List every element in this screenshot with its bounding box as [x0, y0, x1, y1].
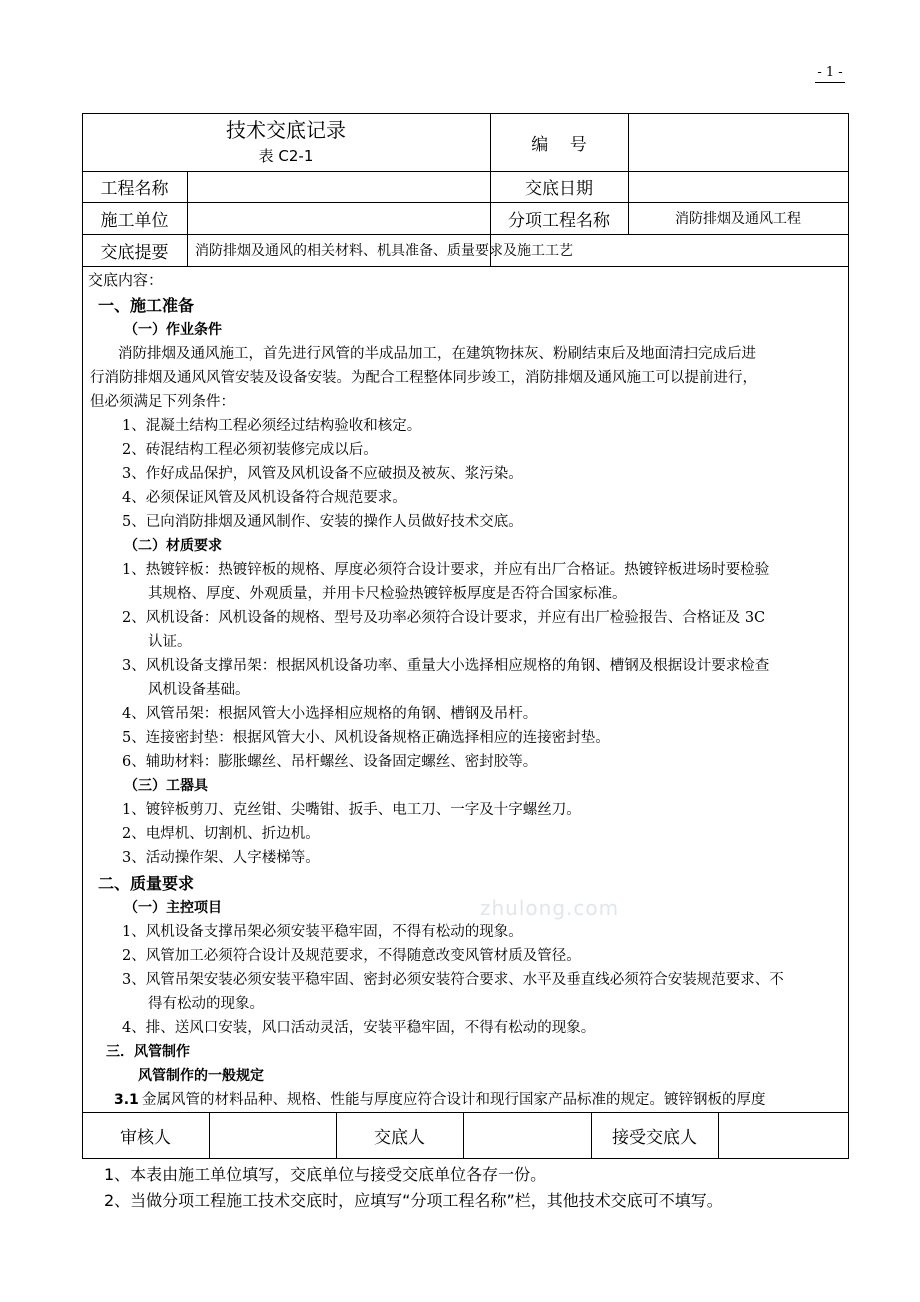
list-item: 4、风管吊架：根据风管大小选择相应规格的角钢、槽钢及吊杆。 — [122, 706, 538, 722]
disclosure-content — [86, 268, 848, 1110]
list-item: 3、风机设备支撑吊架：根据风机设备功率、重量大小选择相应规格的角钢、槽钢及根据设计要求检查 — [122, 658, 770, 674]
subsection-heading: （二）材质要求 — [124, 538, 222, 554]
list-item: 5、已向消防排烟及通风制作、安装的操作人员做好技术交底。 — [122, 514, 523, 530]
clause-number: 3.1 — [114, 1092, 139, 1108]
list-item: 3、风管吊架安装必须安装平稳牢固、密封必须安装符合要求、水平及垂直线必须符合安装规范要求、不 — [122, 972, 784, 988]
list-item: 3、活动操作架、人字楼梯等。 — [122, 850, 320, 866]
list-item: 4、必须保证风管及风机设备符合规范要求。 — [122, 490, 407, 506]
list-item: 4、排、送风口安装，风口活动灵活，安装平稳牢固，不得有松动的现象。 — [122, 1020, 596, 1036]
list-item: 1、镀锌板剪刀、克丝钳、尖嘴钳、扳手、电工刀、一字及十字螺丝刀。 — [122, 802, 581, 818]
content-heading: 交底内容： — [88, 271, 164, 289]
number-field[interactable] — [628, 113, 848, 171]
project-name-label: 工程名称 — [100, 179, 169, 199]
list-item: 6、辅助材料：膨胀螺丝、吊杆螺丝、设备固定螺丝、密封胶等。 — [122, 754, 538, 770]
subsection-heading: （一）作业条件 — [124, 322, 222, 338]
unit-label: 施工单位 — [100, 210, 169, 231]
paragraph-line: 消防排烟及通风施工，首先进行风管的半成品加工，在建筑物抹灰、粉刷结束后及地面清扫完成后进 — [118, 346, 756, 362]
sub-project-field[interactable]: 消防排烟及通风工程 — [675, 211, 801, 227]
receiver-field[interactable] — [718, 1112, 848, 1158]
list-item: 1、热镀锌板：热镀锌板的规格、厚度必须符合设计要求，并应有出厂合格证。热镀锌板进场时要检验 — [122, 562, 770, 578]
date-field[interactable] — [628, 171, 848, 202]
list-item: 1、混凝土结构工程必须经过结构验收和核定。 — [122, 418, 422, 434]
footnote: 2、当做分项工程施工技术交底时，应填写“分项工程名称”栏，其他技术交底可不填写。 — [104, 1191, 723, 1210]
subsection-heading: （三）工器具 — [124, 778, 208, 794]
list-item-continuation: 认证。 — [148, 634, 192, 650]
section-heading: 三．风管制作 — [106, 1044, 190, 1060]
discloser-label: 交底人 — [374, 1127, 425, 1148]
paragraph-line: 但必须满足下列条件： — [90, 394, 235, 410]
list-item: 2、风管加工必须符合设计及规范要求，不得随意改变风管材质及管径。 — [122, 948, 581, 964]
list-item-continuation: 风机设备基础。 — [148, 682, 250, 698]
section-heading: 一、施工准备 — [98, 296, 195, 315]
reviewer-field[interactable] — [209, 1112, 336, 1158]
footnote: 1、本表由施工单位填写，交底单位与接受交底单位各存一份。 — [104, 1165, 547, 1184]
watermark: zhulong.com — [480, 896, 620, 920]
paragraph-line: 金属风管的材料品种、规格、性能与厚度应符合设计和现行国家产品标准的规定。镀锌钢板的厚度 — [142, 1092, 766, 1108]
project-name-field[interactable] — [187, 171, 490, 202]
unit-field[interactable] — [187, 202, 490, 234]
list-item: 2、风机设备：风机设备的规格、型号及功率必须符合设计要求，并应有出厂检验报告、合格证及 3C — [122, 610, 766, 626]
list-item: 1、风机设备支撑吊架必须安装平稳牢固，不得有松动的现象。 — [122, 924, 523, 940]
page-number: - 1 - — [815, 64, 845, 83]
discloser-field[interactable] — [463, 1112, 591, 1158]
number-label: 编 号 — [531, 134, 587, 155]
paragraph-line: 行消防排烟及通风风管安装及设备安装。为配合工程整体同步竣工，消防排烟及通风施工可以提前进行， — [90, 370, 757, 386]
list-item: 2、电焊机、切割机、折边机。 — [122, 826, 320, 842]
receiver-label: 接受交底人 — [612, 1127, 697, 1148]
date-label: 交底日期 — [525, 179, 593, 199]
subsection-heading: （一）主控项目 — [124, 900, 222, 916]
summary-label: 交底提要 — [100, 242, 169, 263]
summary-field[interactable]: 消防排烟及通风的相关材料、机具准备、质量要求及施工工艺 — [195, 243, 573, 259]
subsection-heading: 风管制作的一般规定 — [138, 1068, 264, 1084]
list-item-continuation: 其规格、厚度、外观质量，并用卡尺检验热镀锌板厚度是否符合国家标准。 — [148, 586, 627, 602]
list-item: 5、连接密封垫：根据风管大小、风机设备规格正确选择相应的连接密封垫。 — [122, 730, 610, 746]
section-heading: 二、质量要求 — [98, 874, 195, 893]
sub-project-label: 分项工程名称 — [508, 210, 610, 231]
list-item: 3、作好成品保护，风管及风机设备不应破损及被灰、浆污染。 — [122, 466, 523, 482]
list-item: 2、砖混结构工程必须初装修完成以后。 — [122, 442, 378, 458]
reviewer-label: 审核人 — [120, 1127, 171, 1148]
form-code: 表 C2-1 — [258, 147, 314, 165]
form-title: 技术交底记录 — [226, 118, 346, 142]
list-item-continuation: 得有松动的现象。 — [148, 996, 264, 1012]
